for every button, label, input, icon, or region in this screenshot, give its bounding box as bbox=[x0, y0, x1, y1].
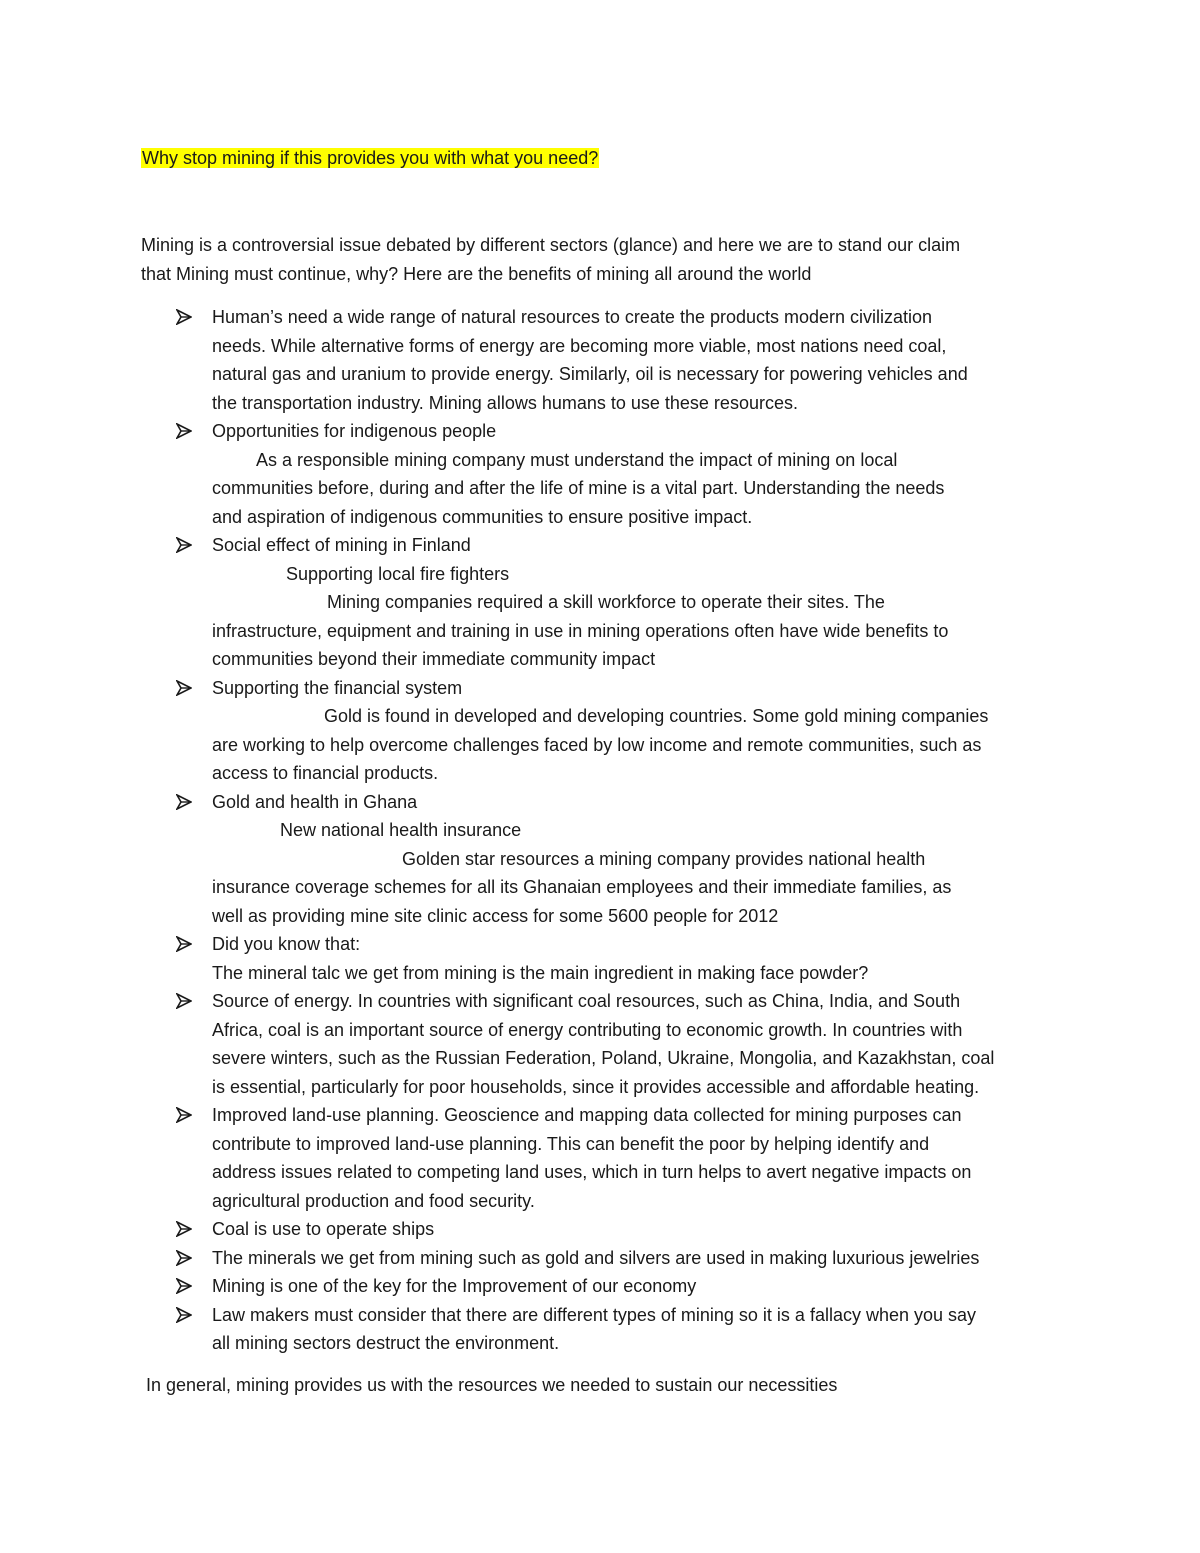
arrow-bullet-icon bbox=[176, 1250, 192, 1266]
list-item bbox=[0, 987, 1200, 1101]
list-item bbox=[0, 1272, 1200, 1301]
list-item-line: Opportunities for indigenous people bbox=[212, 421, 497, 441]
list-item-line: well as providing mine site clinic access for some 5600 people for 2012 bbox=[212, 905, 779, 926]
list-item-line: and aspiration of indigenous communities to ensure positive impact. bbox=[212, 506, 753, 527]
list-item bbox=[0, 1244, 1200, 1273]
arrow-bullet-icon bbox=[176, 936, 192, 952]
list-item-line: severe winters, such as the Russian Federation, Poland, Ukraine, Mongolia, and Kazakhstan, coal bbox=[212, 1048, 995, 1068]
list-item-line: Supporting local fire fighters bbox=[286, 563, 510, 584]
list-item-line: Golden star resources a mining company provides national health bbox=[402, 848, 926, 869]
list-item-line: The minerals we get from mining such as gold and silvers are used in making luxurious jewelries bbox=[212, 1247, 980, 1268]
list-item-line: the transportation industry. Mining allows humans to use these resources. bbox=[212, 392, 798, 413]
list-item bbox=[0, 1101, 1200, 1215]
intro-line: Mining is a controversial issue debated by different sectors (glance) and here we are to stand our claim bbox=[141, 235, 961, 255]
closing-paragraph: In general, mining provides us with the resources we needed to sustain our necessities bbox=[146, 1375, 838, 1395]
list-item-line: is essential, particularly for poor households, since it provides accessible and affordable heating. bbox=[212, 1076, 980, 1097]
arrow-bullet-icon bbox=[176, 423, 192, 439]
list-item-line: contribute to improved land-use planning. This can benefit the poor by helping identify and bbox=[212, 1133, 930, 1154]
list-item bbox=[0, 1215, 1200, 1244]
list-item-line: Coal is use to operate ships bbox=[212, 1219, 435, 1239]
document-title bbox=[141, 145, 599, 171]
list-item-line: Did you know that: bbox=[212, 934, 361, 954]
list-item bbox=[0, 1301, 1200, 1358]
list-item-line: Social effect of mining in Finland bbox=[212, 535, 471, 555]
list-item-line: address issues related to competing land uses, which in turn helps to avert negative impacts on bbox=[212, 1162, 972, 1182]
list-item-line: Gold and health in Ghana bbox=[212, 791, 418, 812]
list-item bbox=[0, 788, 1200, 931]
list-item-line: all mining sectors destruct the environment. bbox=[212, 1333, 560, 1353]
list-item-line: Source of energy. In countries with significant coal resources, such as China, India, and South bbox=[212, 991, 961, 1011]
list-item-line: access to financial products. bbox=[212, 763, 439, 783]
list-item bbox=[0, 674, 1200, 788]
list-item-line: Supporting the financial system bbox=[212, 677, 463, 698]
arrow-bullet-icon bbox=[176, 309, 192, 325]
intro-paragraph bbox=[141, 231, 1081, 288]
list-item bbox=[0, 930, 1200, 987]
highlighted-title-text: Why stop mining if this provides you with what you need? bbox=[142, 148, 599, 168]
intro-line: that Mining must continue, why? Here are the benefits of mining all around the world bbox=[141, 263, 812, 284]
arrow-bullet-icon bbox=[176, 794, 192, 810]
benefits-bullet-list bbox=[0, 303, 1200, 1358]
list-item-line: natural gas and uranium to provide energy. Similarly, oil is necessary for powering vehicles and bbox=[212, 364, 968, 384]
list-item-line: Law makers must consider that there are different types of mining so it is a fallacy when you say bbox=[212, 1304, 977, 1325]
arrow-bullet-icon bbox=[176, 537, 192, 553]
list-item-line: communities beyond their immediate community impact bbox=[212, 649, 656, 669]
list-item-line: Mining companies required a skill workforce to operate their sites. The bbox=[327, 592, 885, 612]
list-item-line: Mining is one of the key for the Improvement of our economy bbox=[212, 1276, 697, 1296]
list-item-line: agricultural production and food security. bbox=[212, 1190, 535, 1211]
arrow-bullet-icon bbox=[176, 1107, 192, 1123]
arrow-bullet-icon bbox=[176, 1221, 192, 1237]
list-item-line: Africa, coal is an important source of energy contributing to economic growth. In countries with bbox=[212, 1019, 963, 1040]
list-item-line: Human’s need a wide range of natural resources to create the products modern civilization bbox=[212, 307, 933, 327]
arrow-bullet-icon bbox=[176, 993, 192, 1009]
list-item-line: As a responsible mining company must understand the impact of mining on local bbox=[256, 449, 898, 470]
list-item bbox=[0, 531, 1200, 674]
arrow-bullet-icon bbox=[176, 1278, 192, 1294]
list-item bbox=[0, 303, 1200, 417]
list-item-line: insurance coverage schemes for all its Ghanaian employees and their immediate families, as bbox=[212, 877, 952, 897]
list-item-line: needs. While alternative forms of energy are becoming more viable, most nations need coal, bbox=[212, 335, 947, 356]
list-item-line: communities before, during and after the life of mine is a vital part. Understanding the needs bbox=[212, 478, 945, 498]
list-item-line: infrastructure, equipment and training in use in mining operations often have wide benefits to bbox=[212, 620, 949, 641]
list-item-line: New national health insurance bbox=[280, 820, 522, 840]
arrow-bullet-icon bbox=[176, 1307, 192, 1323]
arrow-bullet-icon bbox=[176, 680, 192, 696]
list-item-line: Gold is found in developed and developing countries. Some gold mining companies bbox=[324, 706, 989, 726]
list-item-line: Improved land-use planning. Geoscience and mapping data collected for mining purposes can bbox=[212, 1105, 962, 1125]
list-item bbox=[0, 417, 1200, 531]
list-item-line: are working to help overcome challenges faced by low income and remote communities, such as bbox=[212, 734, 982, 755]
list-item-line: The mineral talc we get from mining is the main ingredient in making face powder? bbox=[212, 962, 869, 983]
